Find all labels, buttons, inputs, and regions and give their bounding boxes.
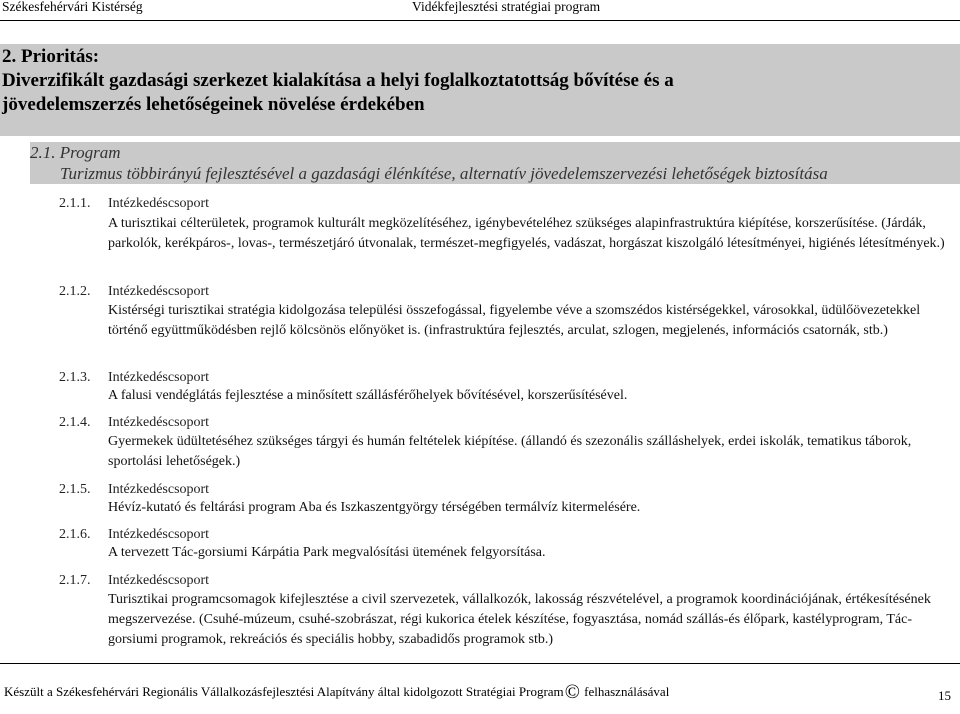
priority-line-1: 2. Prioritás: xyxy=(2,46,100,67)
measure-text: A tervezett Tác-gorsiumi Kárpátia Park megvalósítási ütemének felgyorsítása. xyxy=(108,545,546,560)
page-number: 15 xyxy=(938,688,951,703)
measure-title: Intézkedéscsoport xyxy=(108,482,210,497)
footer-divider xyxy=(0,663,960,664)
measure-title: Intézkedéscsoport xyxy=(108,527,210,542)
footer-credit xyxy=(4,681,670,703)
copyright-icon: © xyxy=(564,681,580,703)
measure-number: 2.1.2. xyxy=(59,284,91,299)
measure-title: Intézkedéscsoport xyxy=(108,415,210,430)
priority-line-2: Diverzifikált gazdasági szerkezet kialakítása a helyi foglalkoztatottság bővítése és a xyxy=(2,70,674,91)
footer-text-end: felhasználásával xyxy=(584,684,670,699)
measure-number: 2.1.1. xyxy=(59,196,91,211)
measure-number: 2.1.5. xyxy=(59,482,91,497)
measure-text: A turisztikai célterületek, programok kulturált megközelítéséhez, igénybevételéhez szükséges alapinfrastruktúra kiépítése, korszerűsítése. (Járdák, parkolók, kerékpáros-, lovas-, természetjáró útvonalak, természet-megfigyelés, vadászat, horgászat kiszolgáló létesítményei, higiénés létesítmények.) xyxy=(108,216,945,251)
priority-heading xyxy=(0,44,960,136)
measure-text: Hévíz-kutató és feltárási program Aba és Iszkaszentgyörgy térségében termálvíz kitermelésére. xyxy=(108,500,641,515)
measure-text: A falusi vendéglátás fejlesztése a minősített szállásférőhelyek bővítésével, korszerűsítésével. xyxy=(108,388,628,403)
measure-text: Kistérségi turisztikai stratégia kidolgozása települési összefogással, figyelembe véve a szomszédos kistérségekkel, városokkal, üdülőövezetekkel történő együttműködésben rejlő kölcsönös előnyöket is. (infrastruktúra fejlesztés, arculat, szlogen, megjelenés, információs csatornák, stb.) xyxy=(108,303,921,338)
measure-title: Intézkedéscsoport xyxy=(108,284,210,299)
program-line-2: Turizmus többirányú fejlesztésével a gazdasági élénkítése, alternatív jövedelemszervezési lehetőségek biztosítása xyxy=(60,164,828,183)
measure-number: 2.1.3. xyxy=(59,370,91,385)
program-heading xyxy=(30,142,960,184)
measure-text: Gyermekek üdültetéséhez szükséges tárgyi és humán feltételek kiépítése. (állandó és szezonális szálláshelyek, erdei iskolák, tematikus táborok, sportolási lehetőségek.) xyxy=(108,434,912,469)
program-line-1: 2.1. Program xyxy=(30,143,121,162)
measure-title: Intézkedéscsoport xyxy=(108,196,210,211)
measure-text: Turisztikai programcsomagok kifejlesztése a civil szervezetek, vállalkozók, lakosság részvételével, a programok koordinációjának, értékesítésének megszervezése. (Csuhé-múzeum, csuhé-szobrászat, régi kukorica ételek készítése, fogyasztása, nomád szállás-és élőpark, kastélyprogram, Tác-gorsiumi programok, rekreációs és speciális hobby, szabadidős programok stb.) xyxy=(108,592,931,647)
footer-text: Készült a Székesfehérvári Regionális Vállalkozásfejlesztési Alapítvány által kidolgozott Stratégiai Program xyxy=(4,684,564,699)
measure-number: 2.1.7. xyxy=(59,573,91,588)
priority-line-3: jövedelemszerzés lehetőségeinek növelése érdekében xyxy=(2,94,425,115)
measure-number: 2.1.6. xyxy=(59,527,91,542)
page-header xyxy=(0,0,960,21)
measure-title: Intézkedéscsoport xyxy=(108,370,210,385)
measure-title: Intézkedéscsoport xyxy=(108,573,210,588)
header-right: Vidékfejlesztési stratégiai program xyxy=(412,0,601,14)
measure-number: 2.1.4. xyxy=(59,415,91,430)
header-left: Székesfehérvári Kistérség xyxy=(2,0,143,14)
